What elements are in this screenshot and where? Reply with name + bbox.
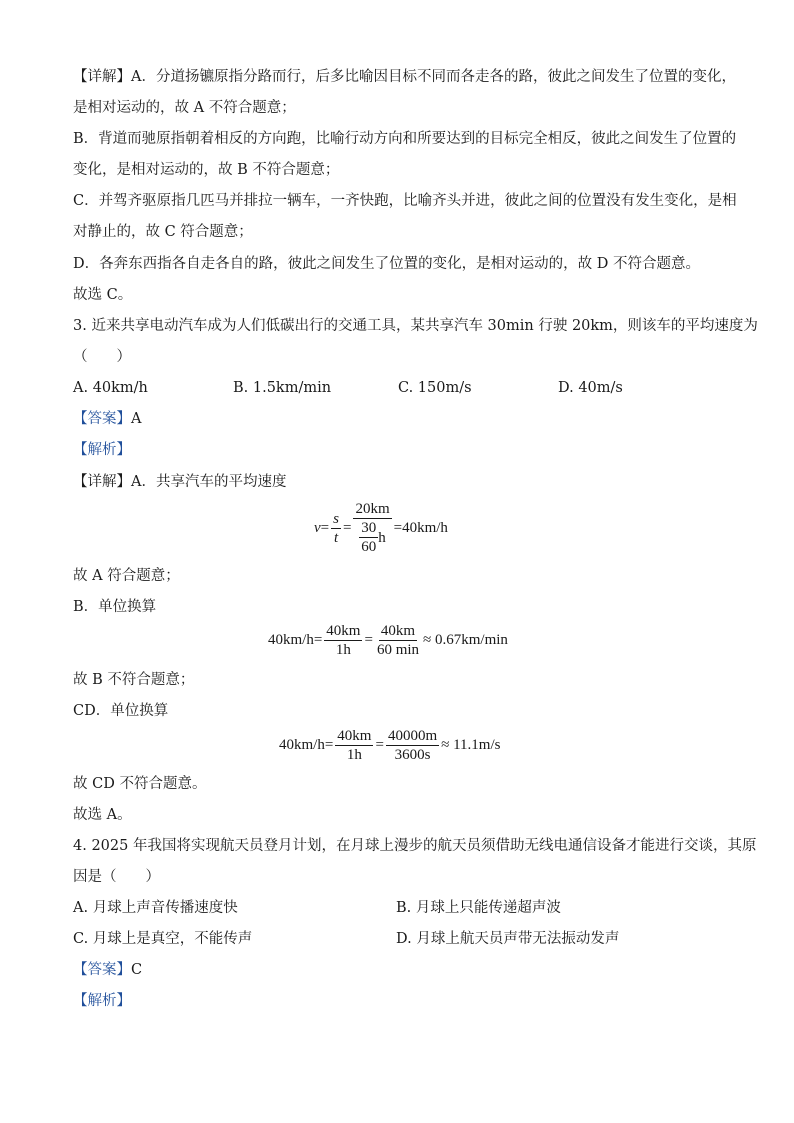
q3-detail-a: 【详解】A．共享汽车的平均速度 <box>73 474 287 490</box>
answer-tag: 【答案】 <box>73 411 131 427</box>
q3-option-a: A. 40km/h <box>73 380 148 396</box>
q2-detail-c-cont: 对静止的，故 C 符合题意； <box>73 224 253 240</box>
q3-analysis-tag: 【解析】 <box>73 442 131 458</box>
q3-answer: 【答案】A <box>73 411 142 427</box>
q3-b-conclusion: 故 B 不符合题意； <box>73 672 195 688</box>
question-3-stem: 3. 近来共享电动汽车成为人们低碳出行的交通工具，某共享汽车 30min 行驶 20km，则该车的平均速度为 <box>73 318 758 334</box>
q3-b-heading: B．单位换算 <box>73 599 157 615</box>
q2-detail-d: D．各奔东西指各自走各自的路，彼此之间发生了位置的变化，是相对运动的，故 D 不符合题意。 <box>73 256 700 272</box>
q2-choice: 故选 C。 <box>73 287 133 303</box>
q2-detail-b-cont: 变化，是相对运动的，故 B 不符合题意； <box>73 162 340 178</box>
question-4-stem: 4. 2025 年我国将实现航天员登月计划，在月球上漫步的航天员须借助无线电通信设备才能进行交谈，其原 <box>73 838 757 854</box>
q2-detail-c: C．并驾齐驱原指几匹马并排拉一辆车，一齐快跑，比喻齐头并进，彼此之间的位置没有发生变化，是相 <box>73 193 737 209</box>
q3-option-d: D. 40m/s <box>558 380 623 396</box>
q3-choice: 故选 A。 <box>73 807 132 823</box>
q4-option-a: A. 月球上声音传播速度快 <box>73 900 238 916</box>
question-4-stem-cont: 因是（ ） <box>73 869 160 885</box>
q2-detail-a: 【详解】A．分道扬镳原指分路而行，后多比喻因目标不同而各走各的路，彼此之间发生了位置的变化， <box>73 69 736 85</box>
question-3-paren: （ ） <box>73 349 131 365</box>
formula-unit-conversion-cd: 40km/h= $\frac{40km}{1h}$ = $\frac{40000m}{3600s}$ ≈ 11.1m/s <box>279 728 501 763</box>
formula-unit-conversion-b: 40km/h= $\frac{40km}{1h}$ = $\frac{40km}{60 \min}$ ≈ 0.67km/min <box>268 623 508 658</box>
q3-option-c: C. 150m/s <box>398 380 472 396</box>
q4-option-c: C. 月球上是真空，不能传声 <box>73 931 253 947</box>
q3-option-b: B. 1.5km/min <box>233 380 332 396</box>
q3-cd-heading: CD．单位换算 <box>73 703 169 719</box>
q2-detail-b: B．背道而驰原指朝着相反的方向跑，比喻行动方向和所要达到的目标完全相反，彼此之间发生了位置的 <box>73 131 737 147</box>
q4-option-d: D. 月球上航天员声带无法振动发声 <box>396 931 620 947</box>
q4-option-b: B. 月球上只能传递超声波 <box>396 900 561 916</box>
q4-analysis-tag: 【解析】 <box>73 993 131 1009</box>
q3-cd-conclusion: 故 CD 不符合题意。 <box>73 776 207 792</box>
formula-average-speed: v = $\frac{s}{t}$ = 20km $\frac{30}{60}$ h =40km/h <box>314 501 448 555</box>
q2-detail-a-cont: 是相对运动的，故 A 不符合题意； <box>73 100 296 116</box>
q3-a-conclusion: 故 A 符合题意； <box>73 568 180 584</box>
q4-answer: 【答案】C <box>73 962 143 978</box>
